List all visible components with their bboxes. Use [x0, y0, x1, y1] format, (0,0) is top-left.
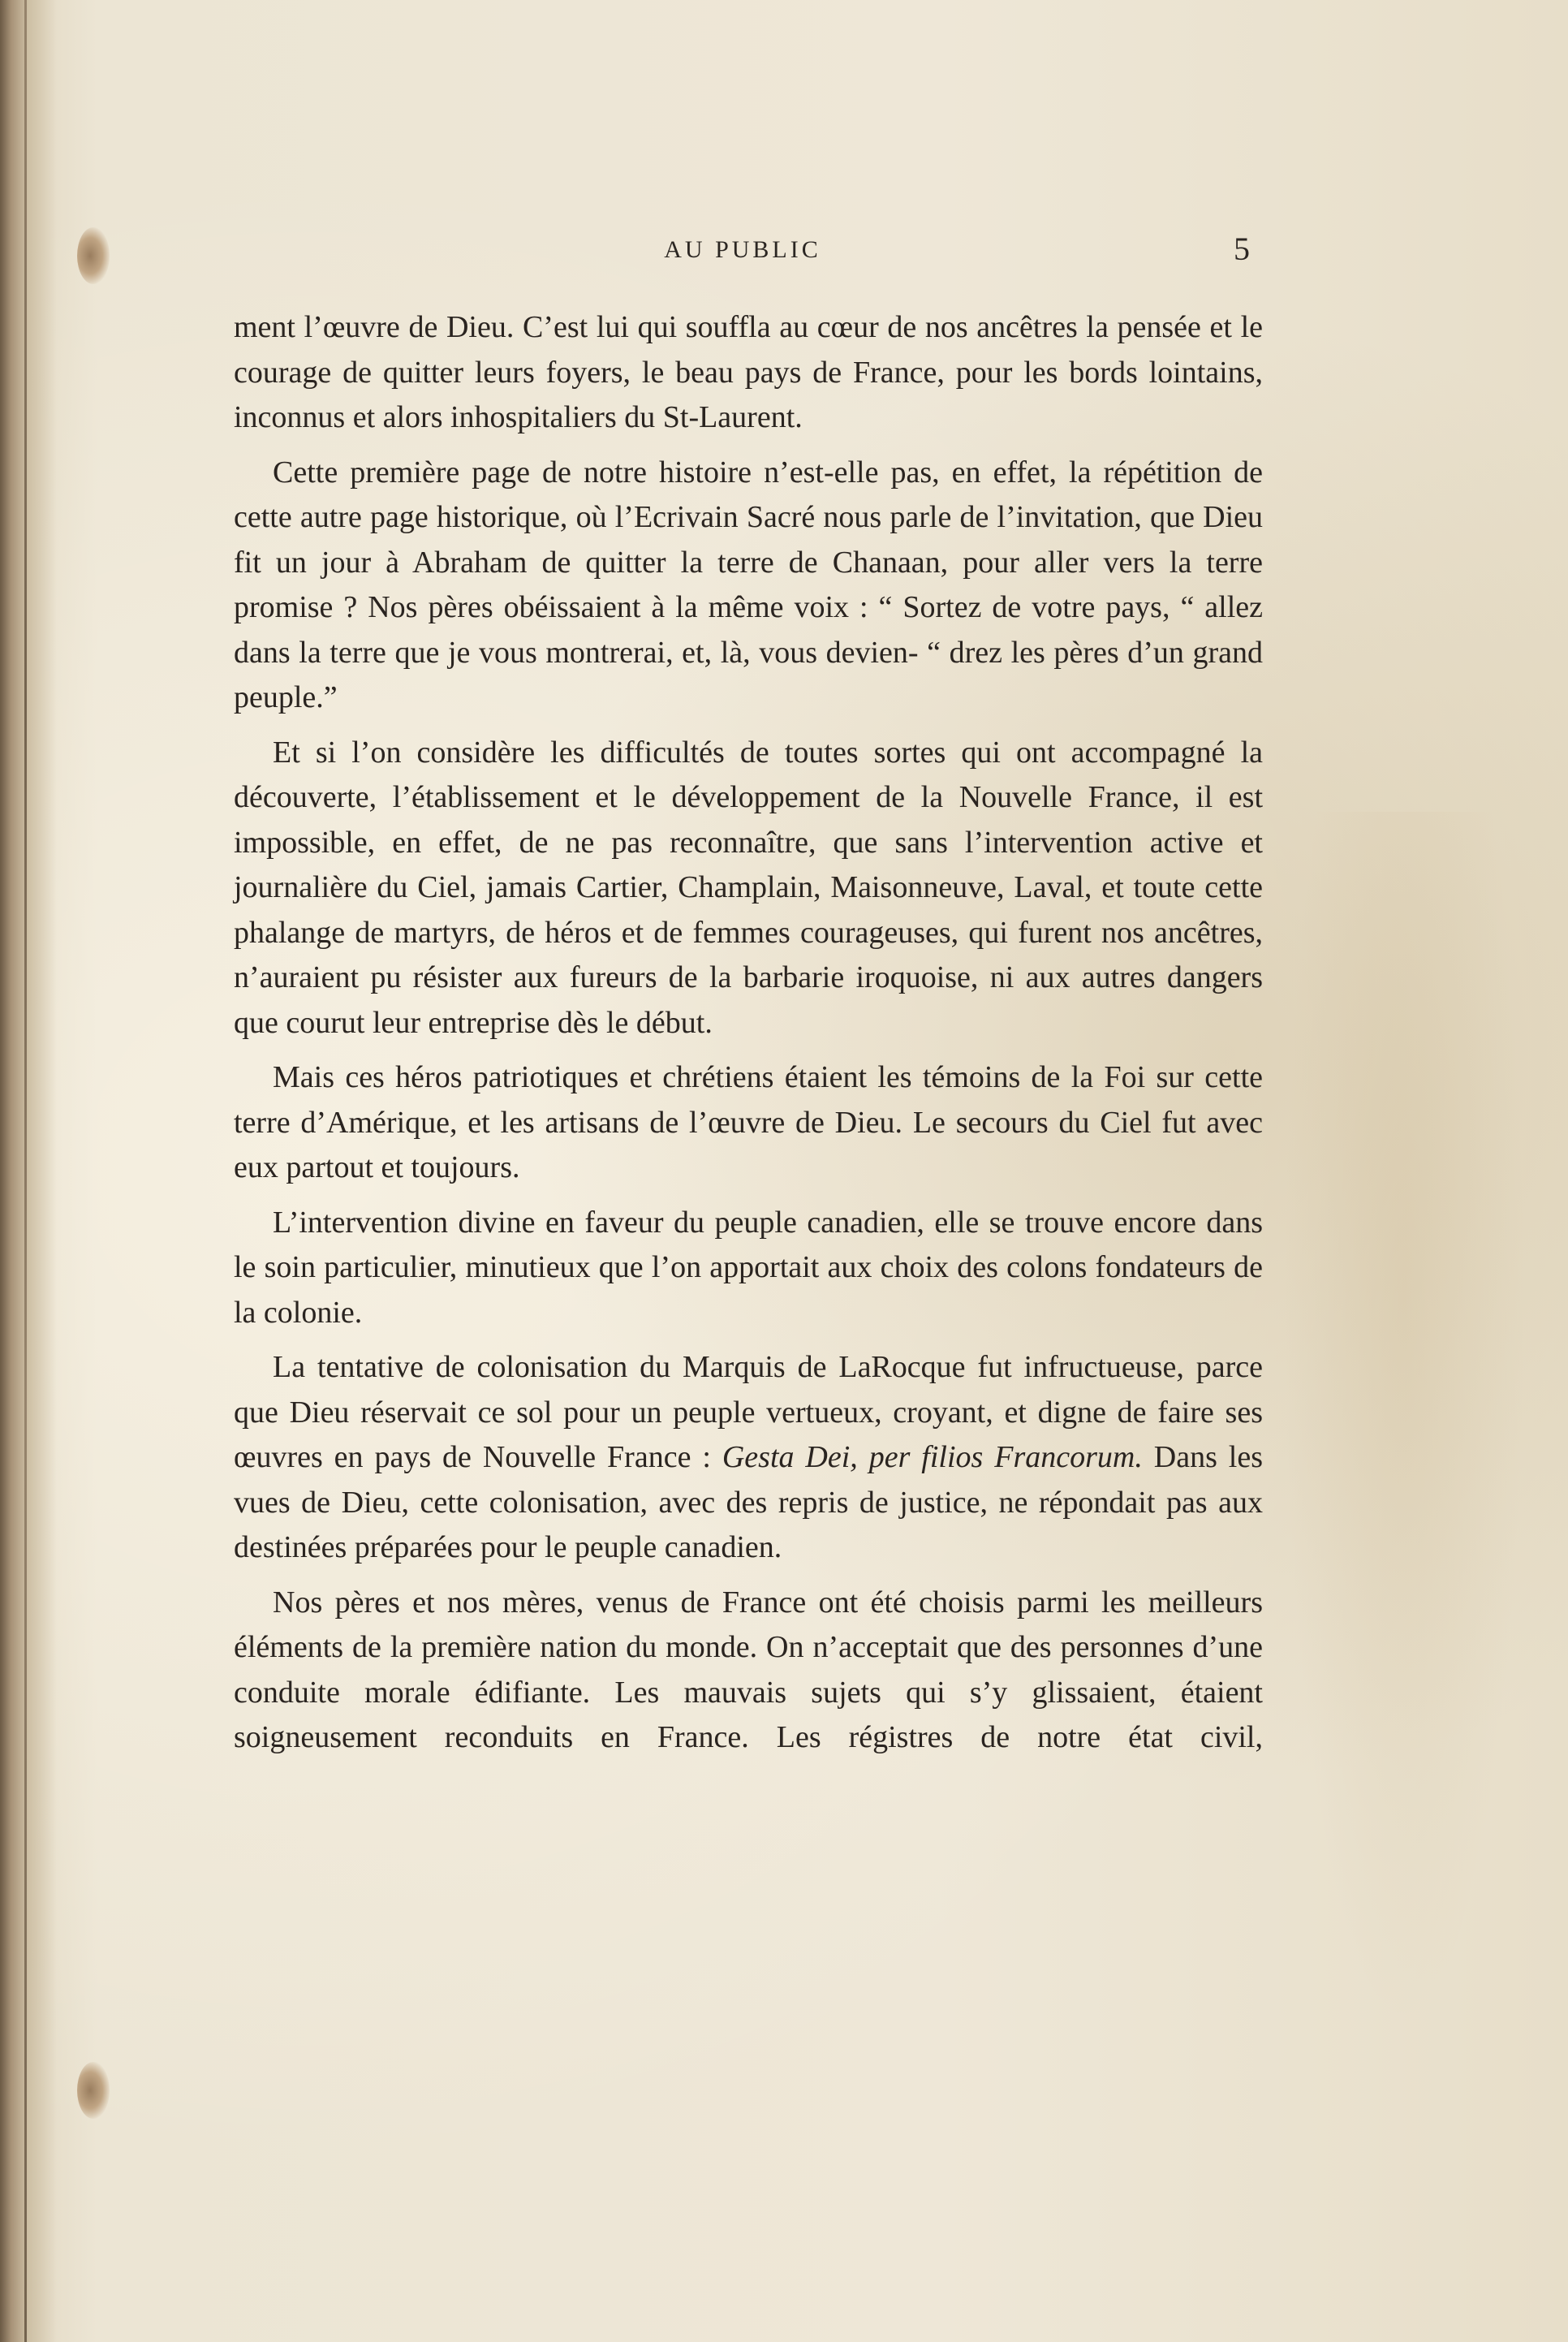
paragraph-1: ment l’œuvre de Dieu. C’est lui qui souffla au cœur de nos ancêtres la pensée et le courage de quitter leurs foyers, le beau pays de France, pour les bords lointains, inconnus et alors inhospitaliers du St-Laurent.: [234, 310, 1263, 434]
running-head: AU PUBLIC: [664, 236, 821, 263]
paragraph-2: Cette première page de notre histoire n’est-elle pas, en effet, la répétition de cette autre page historique, où l’Ecrivain Sacré nous parle de l’invitation, que Dieu fit un jour à Abraham de quitter la terre de Chanaan, pour aller vers la terre promise ? Nos pères obéissaient à la même voix : “ Sortez de votre pays, “ allez dans la terre que je vous montrerai, et, là, vous devien- “ drez les pères d’un grand peuple.”: [234, 455, 1263, 714]
binding-edge: [24, 0, 27, 2342]
paragraph-5: L’intervention divine en faveur du peuple canadien, elle se trouve encore dans le soin particulier, minutieux que l’on apportait aux choix des colons fondateurs de la colonie.: [234, 1205, 1263, 1330]
paragraph-4: Mais ces héros patriotiques et chrétiens étaient les témoins de la Foi sur cette terre d’Amérique, et les artisans de l’œuvre de Dieu. Le secours du Ciel fut avec eux partout et toujours.: [234, 1060, 1263, 1184]
paragraph-7: Nos pères et nos mères, venus de France ont été choisis parmi les meilleurs éléments de la première nation du monde. On n’acceptait que des personnes d’une conduite morale édifiante. Les mauvais sujets qui s’y glissaient, étaient soigneusement reconduits en France. Les régistres de notre état civil,: [234, 1585, 1263, 1754]
paragraph-3: Et si l’on considère les difficultés de toutes sortes qui ont accompagné la découverte, l’établissement et le développement de la Nouvelle France, il est impossible, en effet, de ne pas reconnaître, que sans l’intervention active et journalière du Ciel, jamais Cartier, Champlain, Maisonneuve, Laval, et toute cette phalange de martyrs, de héros et de femmes courageuses, qui furent nos ancêtres, n’auraient pu résister aux fureurs de la barbarie iroquoise, ni aux autres dangers que courut leur entreprise dès le début.: [234, 735, 1263, 1040]
page-number: 5: [1234, 231, 1250, 267]
latin-motto: Gesta Dei, per filios Francorum.: [722, 1440, 1143, 1474]
paragraph-6: [234, 1345, 1263, 1571]
book-binding: [0, 0, 57, 2342]
body-text: [234, 305, 1263, 1761]
binding-hole-bottom: [77, 2062, 110, 2119]
paragraph-6-text-before: La tentative de colonisation du Marquis de LaRocque fut infructueuse, parce que Dieu réservait ce sol pour un peuple vertueux, croyant, et digne de faire ses œuvres en pays de Nouvelle France :: [234, 1350, 1263, 1474]
paragraph-6-text-after: Dans les vues de Dieu, cette colonisation, avec des repris de justice, ne répondait pas aux destinées préparées pour le peuple canadien.: [234, 1440, 1264, 1564]
paper-stain: [1282, 812, 1526, 2029]
page-header: [0, 230, 1568, 278]
